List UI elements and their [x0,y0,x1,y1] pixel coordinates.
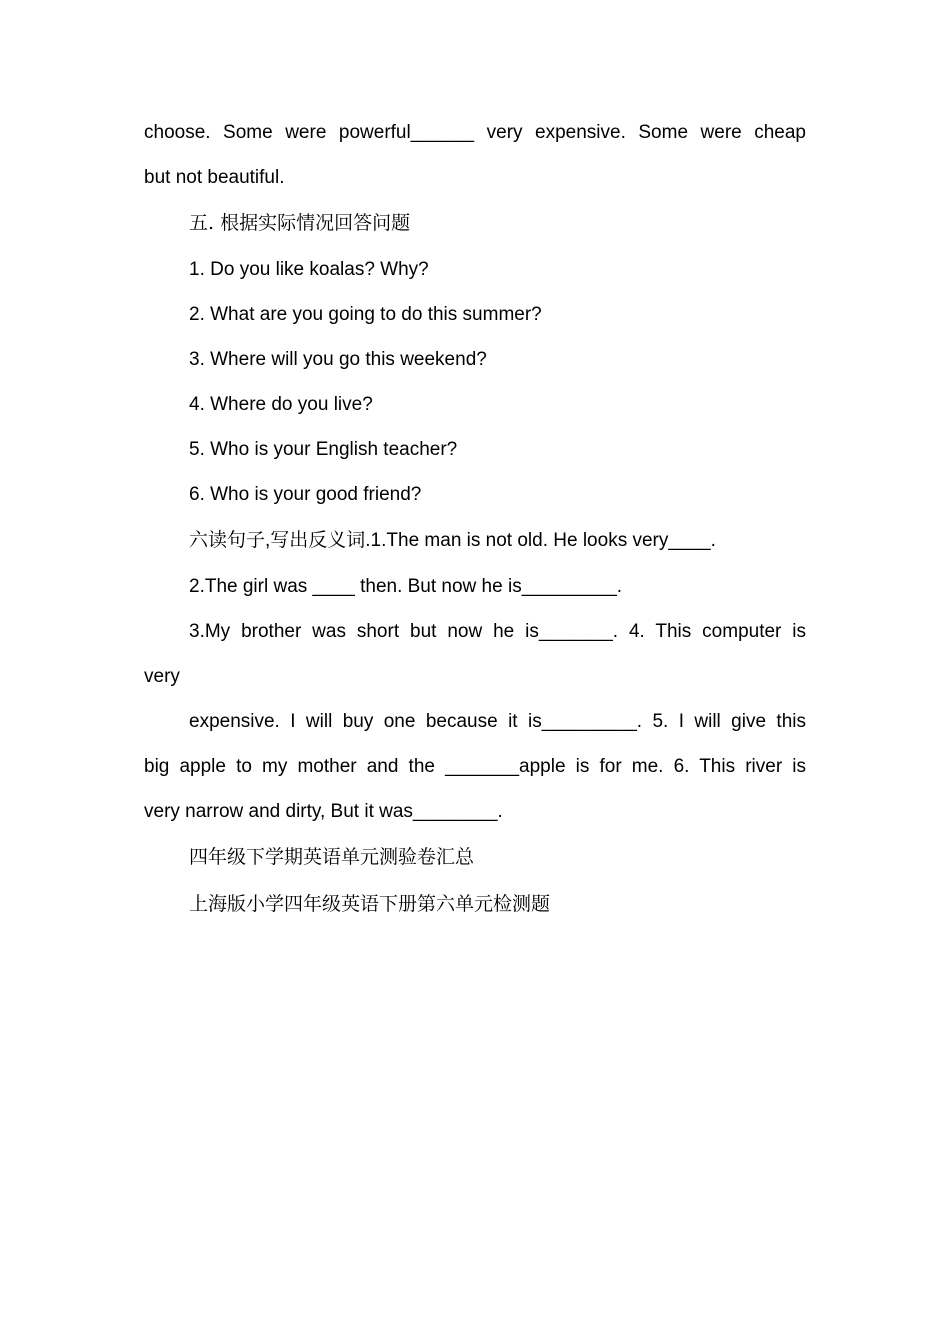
footer-title: 四年级下学期英语单元测验卷汇总 [189,846,475,868]
footer-subtitle: 上海版小学四年级英语下册第六单元检测题 [189,893,551,915]
paragraph-line: choose. Some were powerful______ very expensive. Some were cheap [144,122,806,143]
exercise-line: very narrow and dirty, But it was________. [144,801,503,822]
question-line: 6. Who is your good friend? [189,484,422,505]
section-heading-mixed: 六读句子,写出反义词.1.The man is not old. He looks very____. [189,530,716,551]
question-line: 4. Where do you live? [189,394,373,415]
exercise-line: 3.My brother was short but now he is_______. 4. This computer is [189,621,806,642]
exercise-line: very [144,666,180,687]
question-line: 3. Where will you go this weekend? [189,349,487,370]
section-heading: 五. 根据实际情况回答问题 [189,212,411,234]
question-line: 5. Who is your English teacher? [189,439,458,460]
exercise-line: expensive. I will buy one because it is_________. 5. I will give this [189,711,806,732]
question-line: 1. Do you like koalas? Why? [189,259,429,280]
document-body [144,110,806,928]
exercise-line: 2.The girl was ____ then. But now he is_________. [189,576,623,597]
paragraph-line: but not beautiful. [144,167,285,188]
exercise-line: big apple to my mother and the _______apple is for me. 6. This river is [144,756,806,777]
question-line: 2. What are you going to do this summer? [189,304,542,325]
